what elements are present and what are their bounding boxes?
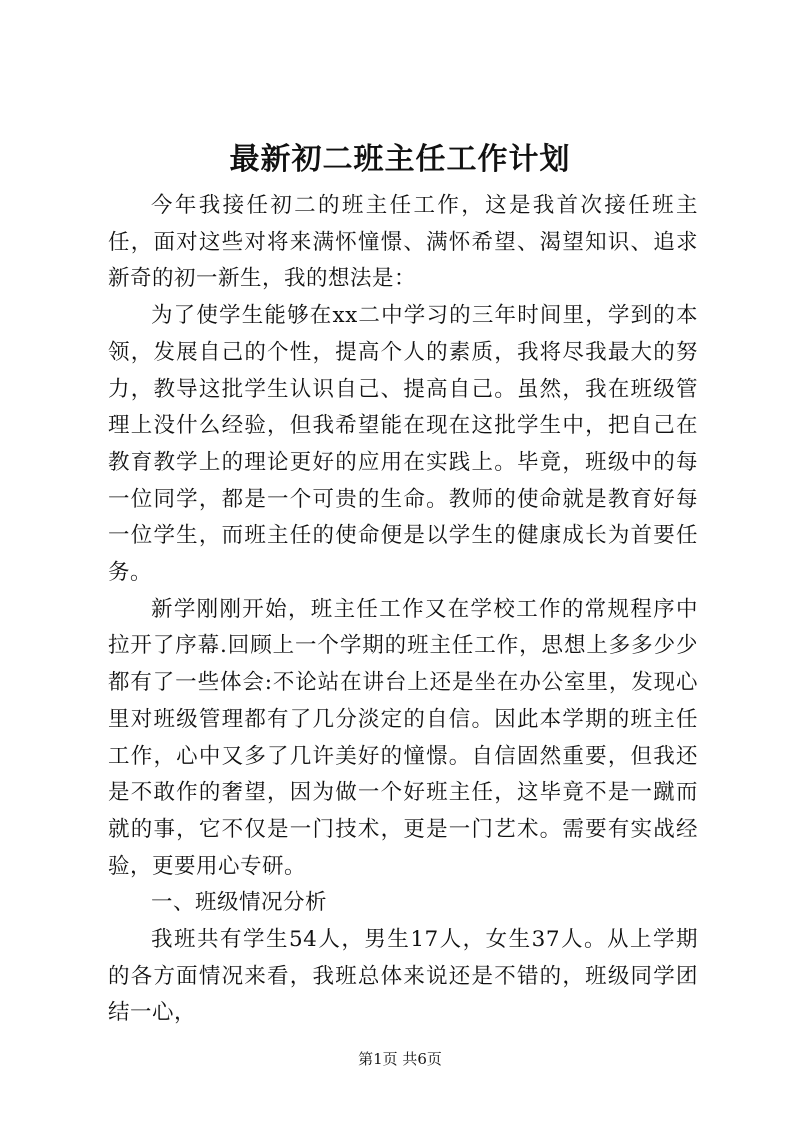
paragraph-class-analysis: 我班共有学生54人，男生17人，女生37人。从上学期的各方面情况来看，我班总体来说还是不错的，班级同学团结一心， (108, 927, 698, 1026)
paragraph-new-term: 新学刚刚开始，班主任工作又在学校工作的常规程序中拉开了序幕.回顾上一个学期的班主任工作，思想上多多少少都有了一些体会:不论站在讲台上还是坐在办公室里，发现心里对班级管理都有了几分淡定的自信。因此本学期的班主任工作，心中又多了几许美好的憧憬。自信固然重要，但我还是不敢作的奢望，因为做一个好班主任，这毕竟不是一蹴而就的事，它不仅是一门技术，更是一门艺术。需要有实战经验，更要用心专研。 (108, 596, 698, 879)
section-heading: 一、班级情况分析 (151, 890, 328, 916)
paragraph-goals: 为了使学生能够在xx二中学习的三年时间里，学到的本领，发展自己的个性，提高个人的素质，我将尽我最大的努力，教导这批学生认识自己、提高自己。虽然，我在班级管理上没什么经验，但我希望能在现在这批学生中，把自己在教育教学上的理论更好的应用在实践上。毕竟，班级中的每一位同学，都是一个可贵的生命。教师的使命就是教育好每一位学生，而班主任的使命便是以学生的健康成长为首要任务。 (108, 303, 698, 586)
paragraph-intro: 今年我接任初二的班主任工作，这是我首次接任班主任，面对这些对将来满怀憧憬、满怀希望、渴望知识、追求新奇的初一新生，我的想法是： (108, 193, 698, 292)
document-body (108, 188, 698, 1032)
page-footer: 第1页 共6页 (358, 1050, 442, 1068)
document-title: 最新初二班主任工作计划 (229, 142, 571, 177)
